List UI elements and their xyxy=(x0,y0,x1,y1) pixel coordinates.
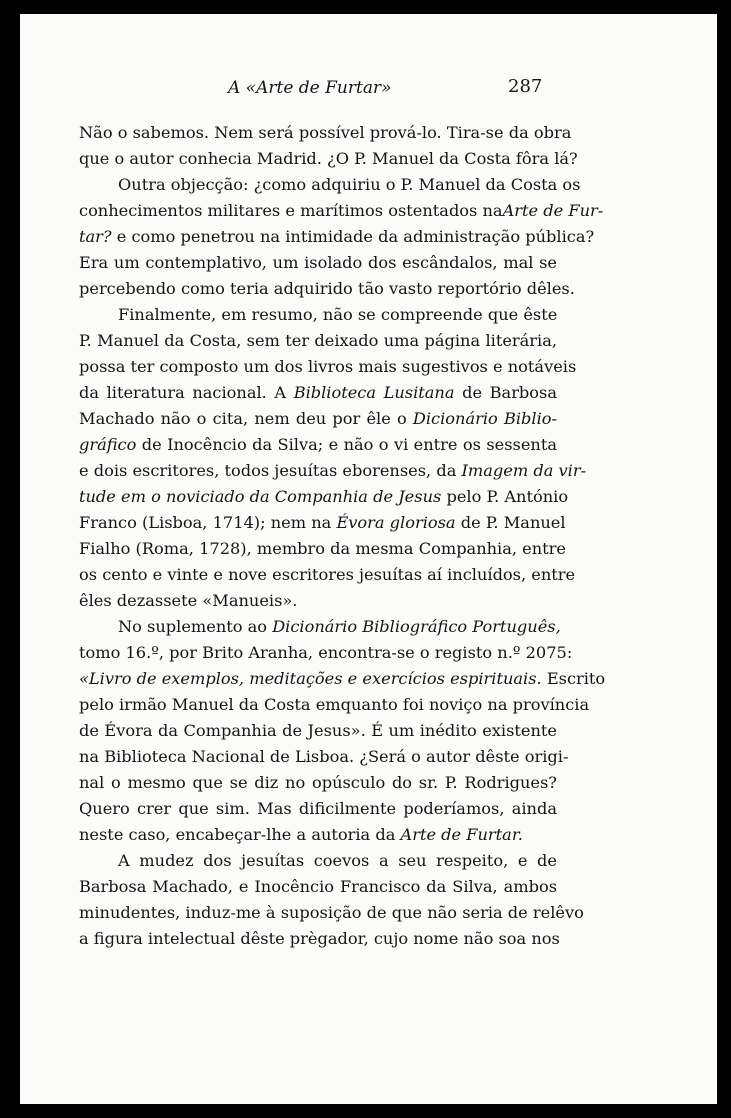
book-page xyxy=(20,14,717,1104)
text-line: Franco (Lisboa, 1714); nem na Évora gloriosa de P. Manuel xyxy=(79,513,566,532)
text-line: tude em o noviciado da Companhia de Jesus pelo P. António xyxy=(79,487,569,506)
text-line: de Évora da Companhia de Jesus». É um inédito existente xyxy=(79,721,557,740)
text-line: minudentes, induz-me à suposição de que não seria de relêvo xyxy=(79,903,584,922)
text-line: e dois escritores, todos jesuítas eborenses, da Imagem da vir- xyxy=(79,461,587,480)
text-line: tomo 16.º, por Brito Aranha, encontra-se o registo n.º 2075: xyxy=(79,643,573,662)
text-line: êles dezassete «Manueis». xyxy=(79,591,298,610)
text-line: Quero crer que sim. Mas dificilmente poderíamos, ainda xyxy=(79,799,557,818)
body-text xyxy=(79,120,606,952)
text-line: No suplemento ao Dicionário Bibliográfico Português, xyxy=(118,617,561,636)
text-line: da literatura nacional. A Biblioteca Lusitana de Barbosa xyxy=(79,383,557,402)
text-line: Finalmente, em resumo, não se compreende que êste xyxy=(118,305,558,324)
text-line: percebendo como teria adquirido tão vasto reportório dêles. xyxy=(79,279,575,298)
text-line: P. Manuel da Costa, sem ter deixado uma página literária, xyxy=(79,331,557,350)
page-header xyxy=(20,74,717,104)
text-line: A mudez dos jesuítas coevos a seu respeito, e de xyxy=(118,851,557,870)
text-line: na Biblioteca Nacional de Lisboa. ¿Será o autor dêste origi- xyxy=(79,747,569,766)
running-title: A «Arte de Furtar» xyxy=(228,78,392,98)
text-line: nal o mesmo que se diz no opúsculo do sr. P. Rodrigues? xyxy=(79,773,557,792)
text-line: Machado não o cita, nem deu por êle o Dicionário Biblio- xyxy=(79,409,557,428)
text-line: possa ter composto um dos livros mais sugestivos e notáveis xyxy=(79,357,577,376)
text-line: Outra objecção: ¿como adquiriu o P. Manuel da Costa os xyxy=(118,175,581,194)
text-line: Barbosa Machado, e Inocêncio Francisco da Silva, ambos xyxy=(79,877,557,896)
text-line: «Livro de exemplos, meditações e exercícios espirituais. Escrito xyxy=(79,669,606,688)
text-line: que o autor conhecia Madrid. ¿O P. Manuel da Costa fôra lá? xyxy=(79,149,578,168)
text-line: Não o sabemos. Nem será possível prová-lo. Tira-se da obra xyxy=(79,123,572,142)
text-line: os cento e vinte e nove escritores jesuítas aí incluídos, entre xyxy=(79,565,576,584)
text-line: a figura intelectual dêste prègador, cujo nome não soa nos xyxy=(79,929,560,948)
text-line: tar? e como penetrou na intimidade da administração pública? xyxy=(79,227,595,246)
text-line: Fialho (Roma, 1728), membro da mesma Companhia, entre xyxy=(79,539,567,558)
text-line: pelo irmão Manuel da Costa emquanto foi noviço na província xyxy=(79,695,590,714)
text-line: Era um contemplativo, um isolado dos escândalos, mal se xyxy=(79,253,557,272)
text-line: neste caso, encabeçar-lhe a autoria da Arte de Furtar. xyxy=(79,825,523,844)
text-line: conhecimentos militares e marítimos ostentados naArte de Fur- xyxy=(79,201,604,220)
page-number: 287 xyxy=(508,76,543,97)
text-line: gráfico de Inocêncio da Silva; e não o vi entre os sessenta xyxy=(79,435,557,454)
